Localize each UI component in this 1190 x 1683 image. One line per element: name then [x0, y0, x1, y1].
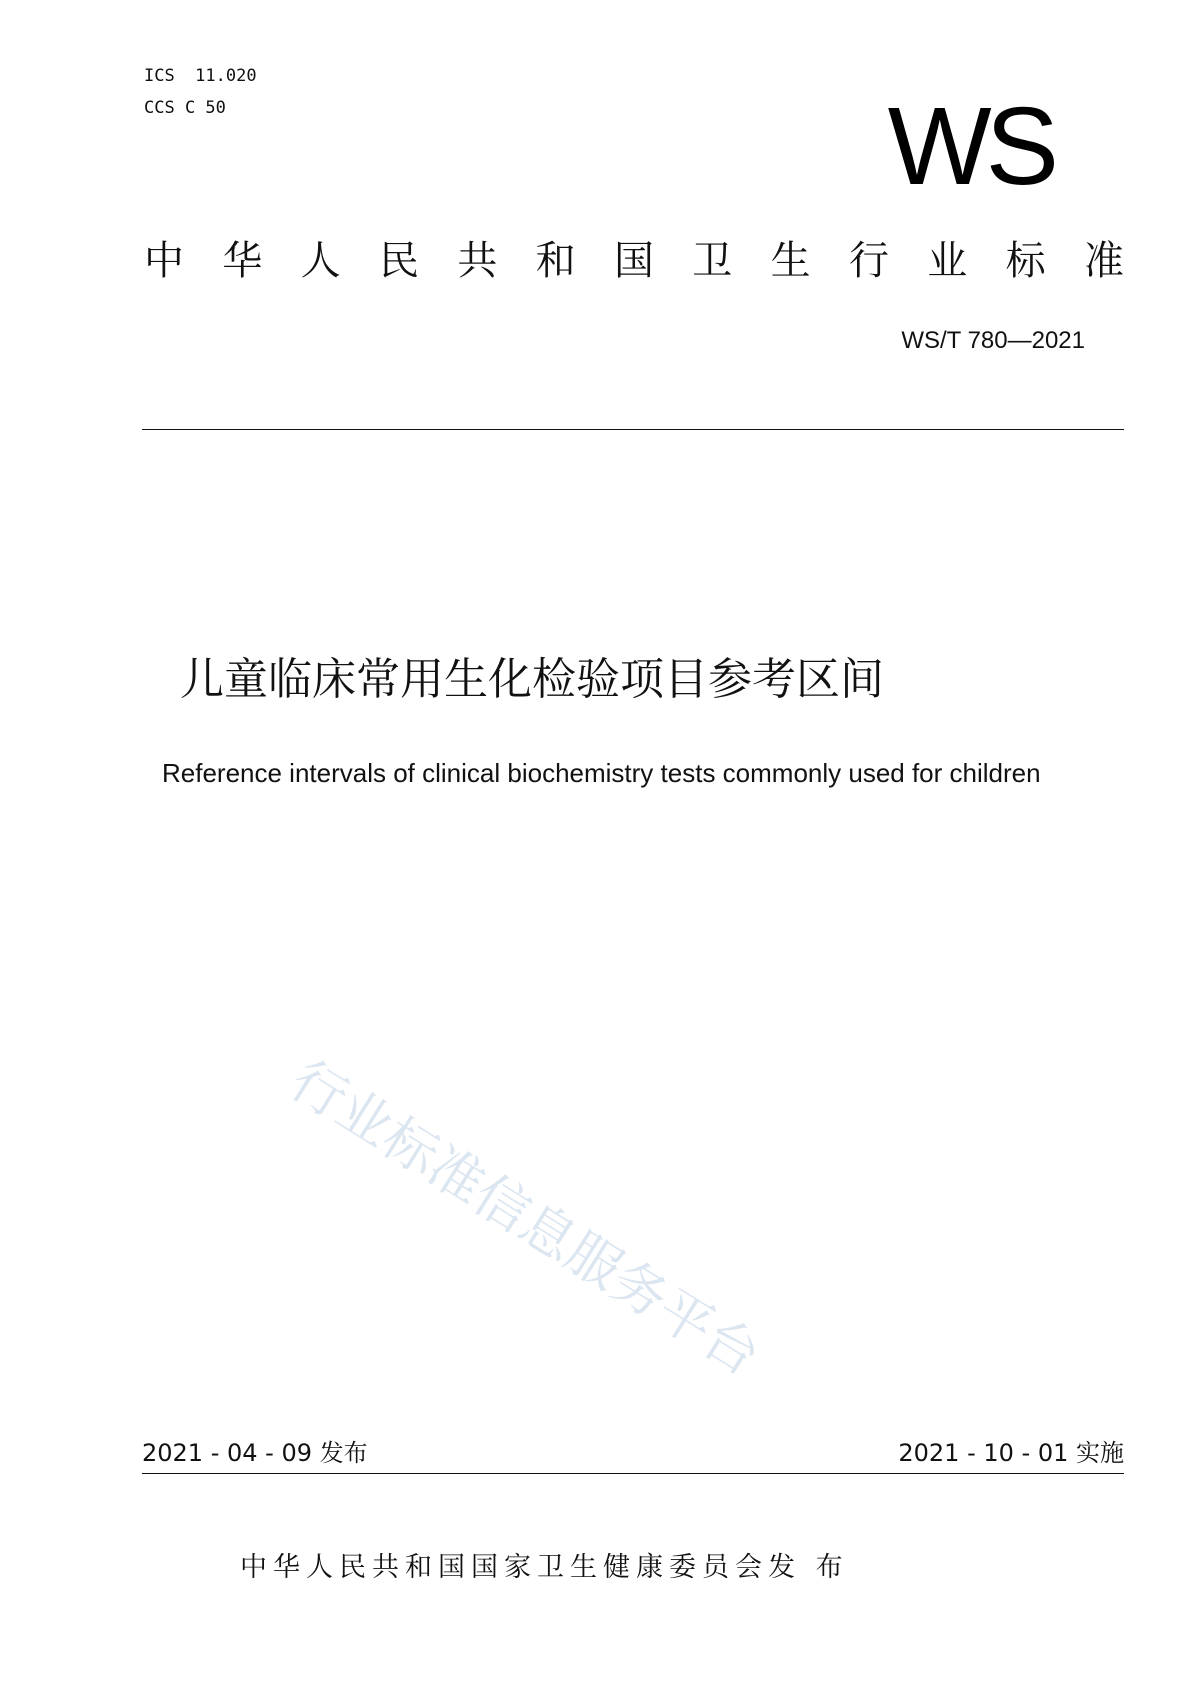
classification-codes — [144, 60, 257, 124]
ics-code: ICS 11.020 — [144, 66, 257, 86]
standard-type-char: 国 — [613, 238, 654, 284]
top-divider — [142, 429, 1124, 430]
document-title-en: Reference intervals of clinical biochemistry tests commonly used for children — [162, 758, 1041, 788]
standard-type-char: 准 — [1083, 238, 1124, 284]
standard-type-title — [144, 233, 1124, 289]
standard-type-char: 卫 — [692, 238, 733, 284]
publisher: 中华人民共和国国家卫生健康委员会发 布 — [240, 1552, 849, 1583]
standard-type-char: 生 — [770, 238, 811, 284]
standard-type-char: 华 — [222, 238, 263, 284]
standard-type-char: 标 — [1005, 238, 1046, 284]
ws-logo: WS — [887, 85, 1053, 208]
issue-date: 2021 - 04 - 09 发布 — [142, 1439, 368, 1467]
standard-type-char: 行 — [848, 238, 889, 284]
standard-type-char: 和 — [535, 238, 576, 284]
bottom-divider — [142, 1473, 1124, 1474]
standard-type-char: 业 — [927, 238, 968, 284]
implementation-date: 2021 - 10 - 01 实施 — [898, 1439, 1124, 1467]
standard-type-char: 共 — [457, 238, 498, 284]
standard-type-char: 中 — [144, 238, 184, 284]
standard-type-char: 人 — [300, 238, 341, 284]
standard-type-char: 民 — [378, 238, 419, 284]
document-title-zh: 儿童临床常用生化检验项目参考区间 — [180, 654, 884, 705]
watermark: 行业标准信息服务平台 — [279, 1048, 772, 1388]
ccs-code: CCS C 50 — [144, 98, 226, 118]
standard-number: WS/T 780—2021 — [901, 327, 1085, 354]
